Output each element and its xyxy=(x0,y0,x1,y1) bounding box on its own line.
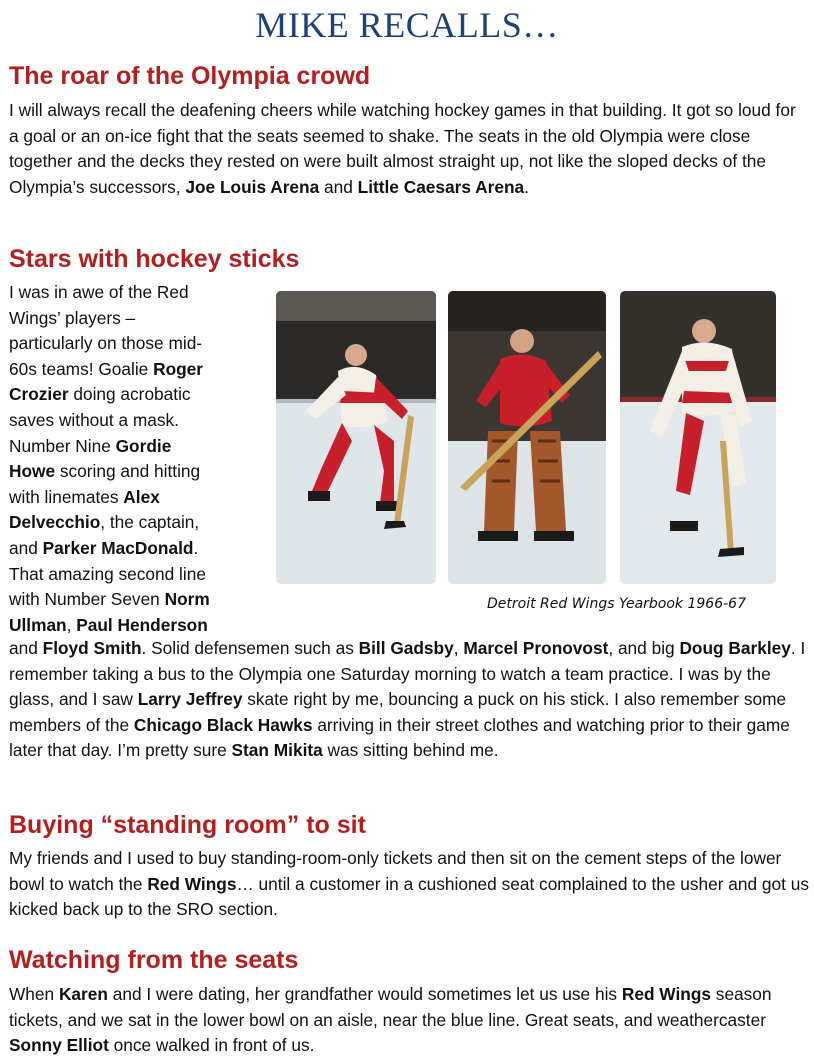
bold-name: Delvecchio xyxy=(9,512,101,533)
photo-roger-crozier xyxy=(448,291,606,584)
text-run: My friends and I used to buy standing-room-only tickets and then sit on the cement steps of the lower bowl to watch the xyxy=(9,848,782,894)
text-run: skate right by me, bouncing a puck on his stick. I also remember some members of the xyxy=(9,689,787,735)
section-body-stars xyxy=(9,636,809,764)
photo-caption: Detroit Red Wings Yearbook 1966-67 xyxy=(487,596,746,612)
bold-name: Chicago Black Hawks xyxy=(133,714,313,735)
section-heading-olympia-crowd: The roar of the Olympia crowd xyxy=(9,62,371,90)
column-line xyxy=(9,331,253,357)
section-body-seats xyxy=(9,982,809,1059)
column-line xyxy=(9,536,253,562)
column-line xyxy=(9,357,253,383)
section-heading-stars: Stars with hockey sticks xyxy=(9,245,300,273)
bold-name: Stan Mikita xyxy=(231,740,323,761)
text-run: , xyxy=(453,638,464,658)
column-line xyxy=(9,434,253,460)
text-run: , the captain, xyxy=(100,512,200,533)
yearbook-photos xyxy=(276,291,776,584)
photo-gordie-howe xyxy=(276,291,436,584)
column-line xyxy=(9,485,253,511)
text-run: . xyxy=(193,537,199,558)
bold-name: Crozier xyxy=(9,384,69,405)
bold-name: Parker MacDonald xyxy=(42,537,194,558)
column-line xyxy=(9,280,253,306)
bold-name: Marcel Pronovost xyxy=(463,638,609,658)
column-line xyxy=(9,459,253,485)
text-run: particularly on those mid- xyxy=(9,333,203,354)
text-run: and xyxy=(319,176,358,197)
bold-name: Roger xyxy=(153,358,204,379)
bold-name: Joe Louis Arena xyxy=(185,176,320,197)
text-run: with linemates xyxy=(9,486,124,507)
bold-name: Alex xyxy=(123,486,160,507)
column-line xyxy=(9,562,253,588)
bold-name: Bill Gadsby xyxy=(358,638,454,658)
column-line xyxy=(9,408,253,434)
bold-name: Larry Jeffrey xyxy=(137,689,243,710)
text-run: I will always recall the deafening cheers while watching hockey games in that building. It got so loud for a goal or an on-ice fight that the seats seemed to shake. The seats in the old Olympia were close together and the decks they rested on were built almost straight up, not like the sloped decks of the Olympia’s successors, xyxy=(9,100,796,197)
bold-name: Karen xyxy=(58,984,108,1004)
bold-name: Ullman xyxy=(9,614,67,635)
text-run: , and big xyxy=(608,638,680,658)
text-run: Number Nine xyxy=(9,435,116,456)
text-run: When xyxy=(9,984,59,1004)
text-run: with Number Seven xyxy=(9,589,165,610)
bold-name: Paul Henderson xyxy=(76,614,208,635)
text-run: scoring and hitting xyxy=(55,461,201,482)
column-line xyxy=(9,587,253,613)
section-heading-standing-room: Buying “standing room” to sit xyxy=(9,811,366,839)
section-body-olympia-crowd xyxy=(9,98,809,200)
column-line xyxy=(9,510,253,536)
text-run: and I were dating, her grandfather would sometimes let us use his xyxy=(107,984,622,1004)
bold-name: Sonny Elliot xyxy=(9,1035,109,1056)
bold-name: Red Wings xyxy=(621,984,711,1004)
text-run: Wings’ players – xyxy=(9,307,136,328)
section-body-standing-room xyxy=(9,846,809,923)
column-line xyxy=(9,613,253,639)
text-run: doing acrobatic xyxy=(68,384,191,405)
page-title: MIKE RECALLS… xyxy=(255,5,559,45)
text-run: 60s teams! Goalie xyxy=(9,358,154,379)
section-heading-seats: Watching from the seats xyxy=(9,946,299,974)
text-run: and xyxy=(9,537,43,558)
column-line xyxy=(9,306,253,332)
text-run: . Solid defensemen such as xyxy=(141,638,359,658)
bold-name: Norm xyxy=(164,589,210,610)
column-line xyxy=(9,382,253,408)
text-run: and xyxy=(9,638,43,658)
section-column-stars xyxy=(9,280,253,638)
bold-name: Little Caesars Arena xyxy=(357,176,525,197)
text-run: arriving in their street clothes and watching prior to their game later that day. I’m pretty sure xyxy=(9,714,790,761)
text-run: was sitting behind me. xyxy=(322,740,499,761)
photo-third-player xyxy=(620,291,776,584)
bold-name: Gordie xyxy=(115,435,172,456)
text-run: . xyxy=(524,176,529,197)
text-run: saves without a mask. xyxy=(9,409,180,430)
text-run: … until a customer in a cushioned seat complained to the usher and got us kicked back up to the SRO section. xyxy=(9,873,810,920)
text-run: I was in awe of the Red xyxy=(9,282,189,302)
bold-name: Doug Barkley xyxy=(679,638,791,658)
text-run: . I remember taking a bus to the Olympia one Saturday morning to watch a team practice. I was by the glass, and I saw xyxy=(9,638,806,710)
bold-name: Floyd Smith xyxy=(42,638,142,658)
bold-name: Howe xyxy=(9,461,56,482)
text-run: once walked in front of us. xyxy=(108,1035,315,1056)
text-run: , xyxy=(66,614,77,635)
text-run: season tickets, and we sat in the lower bowl on an aisle, near the blue line. Great seats, and weathercaster xyxy=(9,984,772,1030)
bold-name: Red Wings xyxy=(147,873,237,894)
text-run: That amazing second line xyxy=(9,563,206,584)
